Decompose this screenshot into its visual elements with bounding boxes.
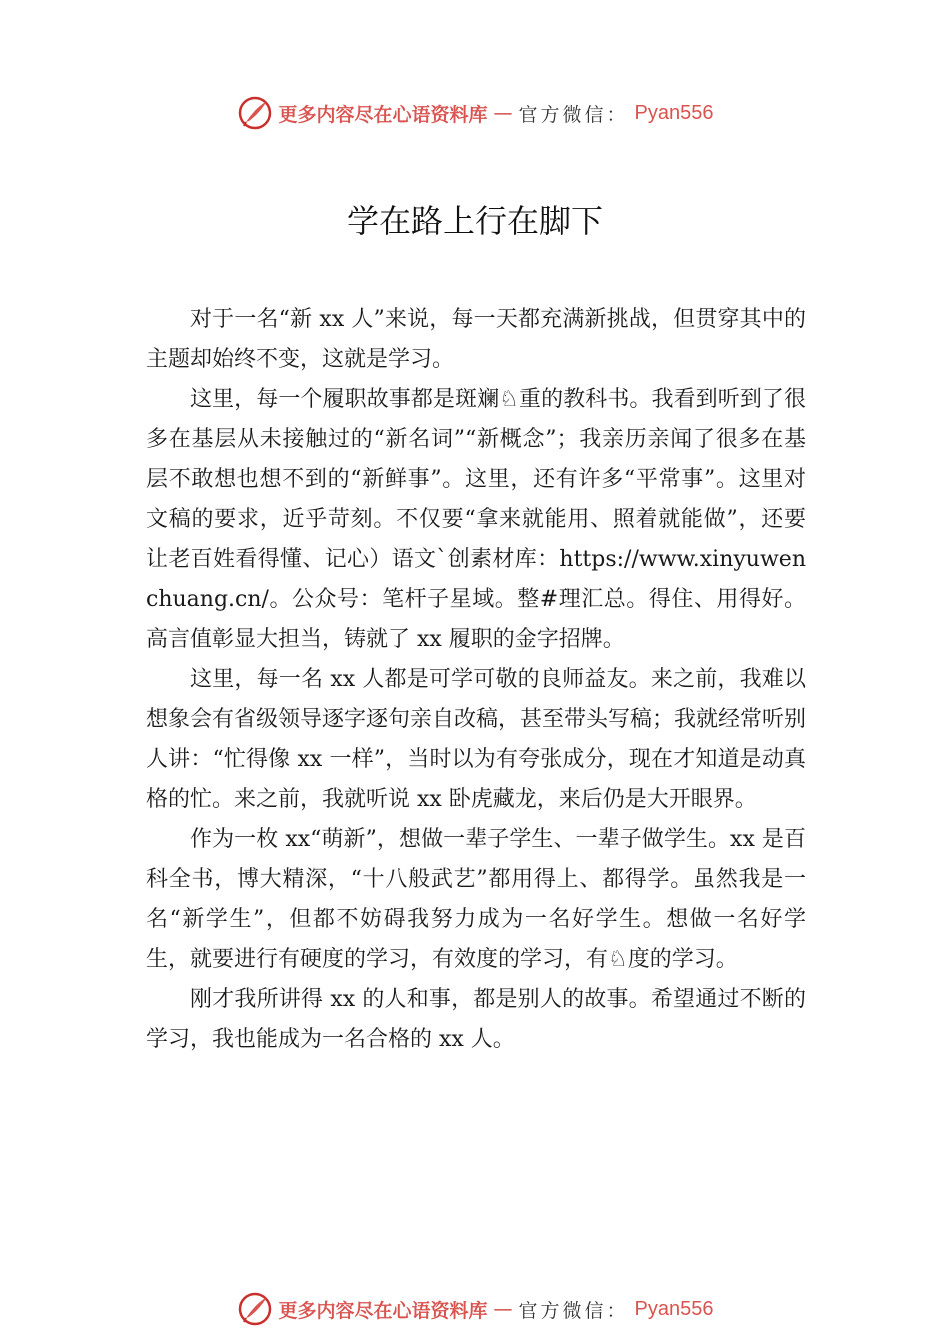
banner-wechat-id: Pyan556 [634,1297,714,1320]
banner-dash: — [493,1298,513,1320]
quill-logo-icon [237,95,273,131]
banner-main-text: 更多内容尽在心语资料库 [278,1299,488,1322]
quill-logo-icon [237,1291,273,1327]
footer-banner [0,1289,950,1329]
banner-wechat-id: Pyan556 [634,101,714,124]
banner-wechat-label: 官方微信： [518,103,629,126]
paragraph: 这里，每一个履职故事都是斑斓♘重的教科书。我看到听到了很多在基层从未接触过的“新名词”“新概念”；我亲历亲闻了很多在基层不敢想也想不到的“新鲜事”。这里，还有许多“平常事”。这里对文稿的要求，近乎苛刻。不仅要“拿来就能用、照着就能做”，还要让老百姓看得懂、记心）语文`创素材库：https://www.xinyuwenchuang.cn/。公众号：笔杆子星域。整#理汇总。得住、用得好。高言值彰显大担当，铸就了 xx 履职的金字招牌。 [146,387,806,652]
banner-wechat-label: 官方微信： [518,1299,629,1322]
paragraph: 作为一枚 xx“萌新”，想做一辈子学生、一辈子做学生。xx 是百科全书，博大精深，“十八般武艺”都用得上、都得学。虽然我是一名“新学生”，但都不妨碍我努力成为一名好学生。想做一名好学生，就要进行有硬度的学习，有效度的学习，有♘度的学习。 [146,827,806,972]
paragraph: 刚才我所讲得 xx 的人和事，都是别人的故事。希望通过不断的学习，我也能成为一名合格的 xx 人。 [146,987,806,1052]
banner-main-text: 更多内容尽在心语资料库 [278,103,488,126]
document-body [146,300,806,1060]
document-title: 学在路上行在脚下 [346,202,603,240]
header-banner [0,93,950,133]
paragraph: 这里，每一名 xx 人都是可学可敬的良师益友。来之前，我难以想象会有省级领导逐字逐句亲自改稿，甚至带头写稿；我就经常听别人讲：“忙得像 xx 一样”，当时以为有夸张成分，现在才知道是动真格的忙。来之前，我就听说 xx 卧虎藏龙，来后仍是大开眼界。 [146,667,807,812]
paragraph: 对于一名“新 xx 人”来说，每一天都充满新挑战，但贯穿其中的主题却始终不变，这就是学习。 [146,307,806,372]
banner-dash: — [493,102,513,124]
